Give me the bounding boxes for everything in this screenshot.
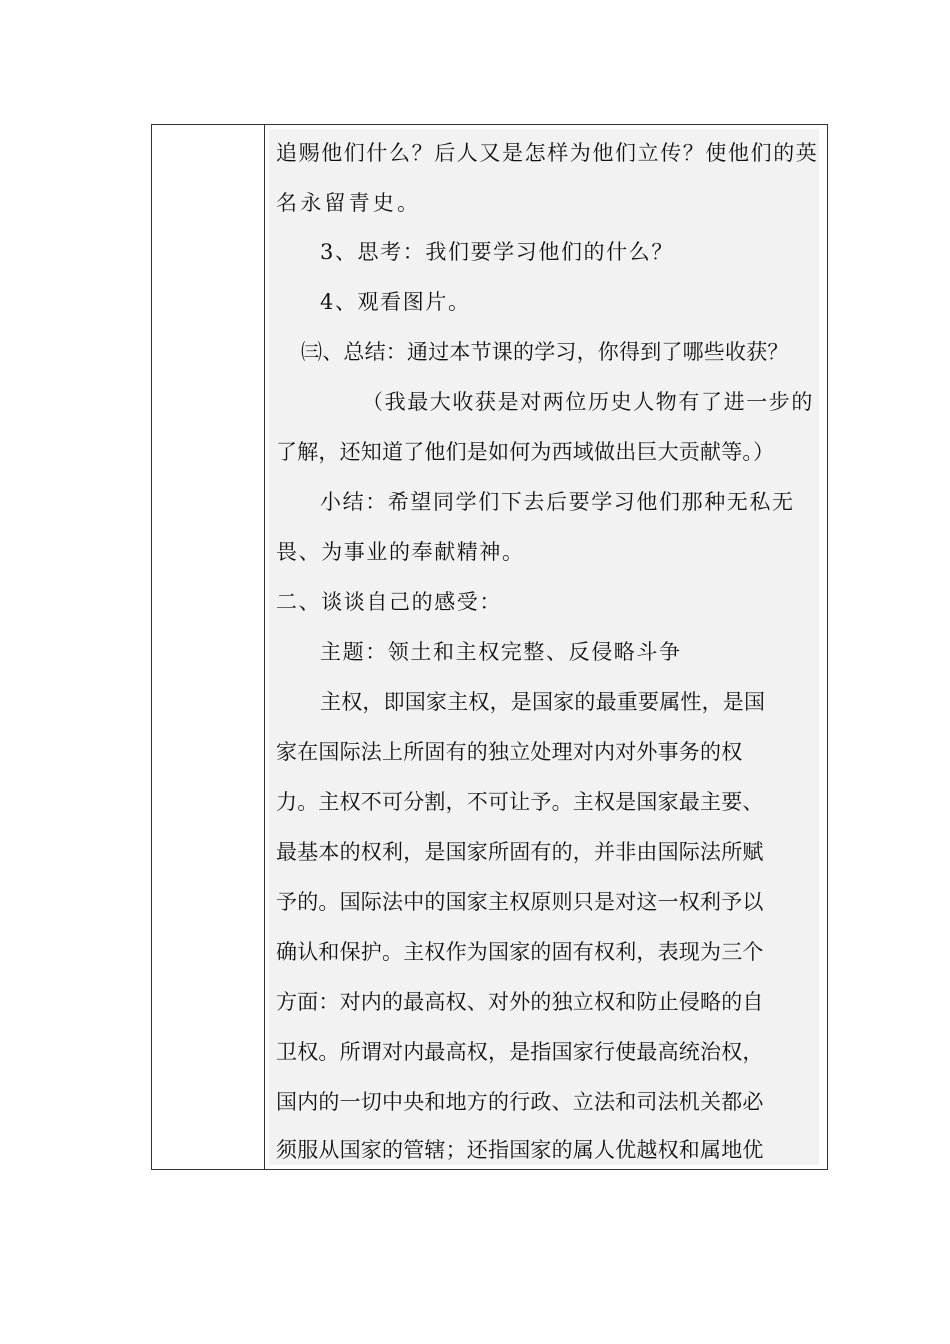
text-line: 主权，即国家主权，是国家的最重要属性，是国 (320, 690, 766, 714)
text-line: 名永留青史。 (276, 191, 422, 215)
text-line: 了解，还知道了他们是如何为西域做出巨大贡献等。） (276, 440, 775, 464)
text-line: 畏、为事业的奉献精神。 (276, 540, 525, 564)
text-line: ㈢、总结：通过本节课的学习，你得到了哪些收获？ (301, 340, 789, 364)
text-line: 4、观看图片。 (320, 290, 471, 314)
text-line: 确认和保护。主权作为国家的固有权利，表现为三个 (276, 940, 764, 964)
text-line: 国内的一切中央和地方的行政、立法和司法机关都必 (276, 1090, 764, 1114)
text-line: 家在国际法上所固有的独立处理对内对外事务的权 (276, 740, 743, 764)
text-line: 卫权。所谓对内最高权，是指国家行使最高统治权， (276, 1040, 764, 1064)
right-column-cell (265, 125, 827, 1169)
text-line: 主题：领土和主权完整、反侵略斗争 (320, 640, 682, 664)
text-line: 方面：对内的最高权、对外的独立权和防止侵略的自 (276, 990, 764, 1014)
section-heading: 二、谈谈自己的感受： (276, 590, 502, 614)
text-line: 最基本的权利，是国家所固有的，并非由国际法所赋 (276, 840, 764, 864)
text-line: 予的。国际法中的国家主权原则只是对这一权利予以 (276, 890, 764, 914)
text-line: 小结：希望同学们下去后要学习他们那种无私无 (320, 490, 795, 514)
text-line: （我最大收获是对两位历史人物有了进一步的 (362, 390, 814, 414)
text-line: 追赐他们什么？后人又是怎样为他们立传？使他们的英 (276, 141, 819, 165)
lesson-table (151, 124, 828, 1170)
text-line: 3、思考：我们要学习他们的什么？ (320, 240, 674, 264)
left-column-cell (152, 125, 265, 1169)
text-line: 力。主权不可分割，不可让予。主权是国家最主要、 (276, 790, 764, 814)
text-line: 须服从国家的管辖；还指国家的属人优越权和属地优 (276, 1138, 764, 1162)
